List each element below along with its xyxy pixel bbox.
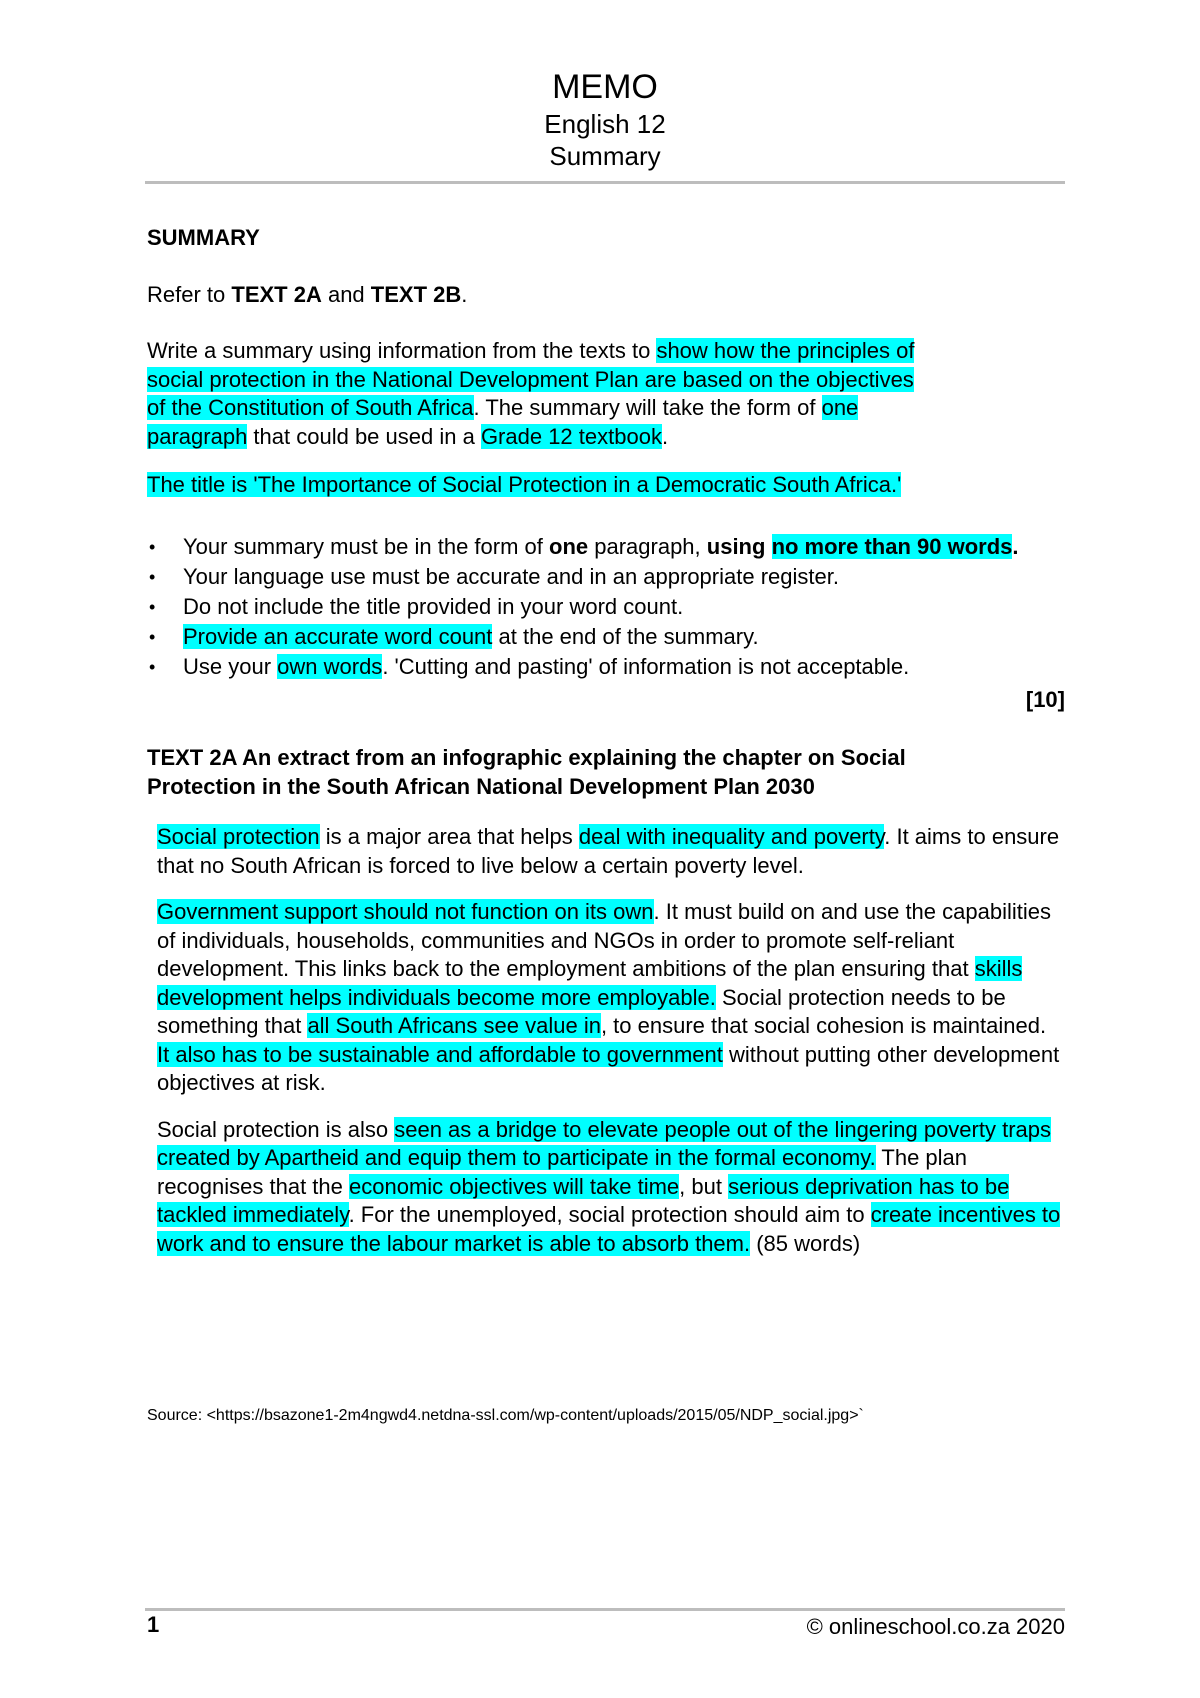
footer-divider — [145, 1608, 1065, 1611]
bullet-icon: • — [149, 566, 156, 587]
bullet-icon: • — [149, 656, 156, 677]
highlight: skills development helps individuals become more employable. — [157, 956, 1023, 1010]
highlight: The title is 'The Importance of Social Protection in a Democratic South Africa.' — [147, 472, 902, 497]
list-item: • Your language use must be accurate and in an appropriate register. — [147, 562, 1065, 592]
instruction-bullets — [147, 532, 1065, 682]
extract-paragraph: Government support should not function on its own. It must build on and use the capabilities of individuals, households, communities and NGOs in order to promote self-reliant development. This links back to the employment ambitions of the plan ensuring that skills development helps individuals become more employable. Social protection needs to be something that all South Africans see value in, to ensure that social cohesion is maintained. It also has to be sustainable and affordable to government without putting other development objectives at risk. — [157, 899, 1060, 1095]
document-subtitle: Summary — [549, 141, 661, 171]
text-2b-ref: TEXT 2B — [370, 281, 462, 307]
highlight: It also has to be sustainable and affordable to government — [157, 1041, 723, 1067]
highlight: economic objectives will take time — [349, 1173, 680, 1199]
highlight: one paragraph — [147, 395, 859, 449]
total-marks: [10] — [1025, 686, 1065, 712]
page-number: 1 — [147, 1612, 160, 1637]
list-item: • Do not include the title provided in your word count. — [147, 592, 1065, 622]
highlight: show how the principles of social protection in the National Development Plan are based on the objectives of the Constitution of South Africa — [147, 338, 915, 420]
text-2a-ref: TEXT 2A — [231, 281, 322, 307]
highlight: all South Africans see value in — [307, 1013, 601, 1038]
highlight: Provide an accurate word count — [183, 623, 493, 649]
highlight: own words — [277, 653, 383, 679]
highlight: Grade 12 textbook — [480, 423, 662, 449]
title-instruction — [147, 471, 1065, 500]
refer-line: Refer to TEXT 2A and TEXT 2B. — [147, 281, 468, 307]
list-item: • Your summary must be in the form of one paragraph, using no more than 90 words. — [147, 532, 1065, 562]
extract-paragraph: Social protection is also seen as a bridge to elevate people out of the lingering poverty traps created by Apartheid and equip them to participate in the formal economy. The plan recognises that the economic objectives will take time, but serious deprivation has to be tackled immediately. For the unemployed, social protection should aim to create incentives to work and to ensure the labour market is able to absorb them. (85 words) — [157, 1116, 1061, 1256]
memo-title: MEMO — [552, 68, 658, 106]
subject-title: English 12 — [544, 109, 666, 139]
source-citation: Source: <https://bsazone1-2m4ngwd4.netdna-ssl.com/wp-content/uploads/2015/05/NDP_social.jpg>` — [147, 1407, 864, 1424]
page-header — [145, 66, 1065, 172]
highlight: seen as a bridge to elevate people out of the lingering poverty traps created by Apartheid and equip them to participate in the formal economy. — [157, 1116, 1052, 1170]
highlight: deal with inequality and poverty — [578, 824, 885, 849]
highlight: Government support should not function on its own — [157, 899, 654, 924]
copyright-notice: © onlineschool.co.za 2020 — [806, 1614, 1065, 1639]
text-2a-heading: TEXT 2A An extract from an infographic explaining the chapter on Social Protection in the South African National Development Plan 2030 — [147, 745, 906, 799]
extract-box — [157, 823, 1062, 1258]
instruction-paragraph: Write a summary using information from the texts to show how the principles of social protection in the National Development Plan are based on the objectives of the Constitution of South Africa. The summary will take the form of one paragraph that could be used in a Grade 12 textbook. — [147, 338, 915, 449]
bullet-icon: • — [149, 536, 156, 557]
header-divider — [145, 181, 1065, 184]
extract-paragraph: Social protection is a major area that helps deal with inequality and poverty. It aims to ensure that no South African is forced to live below a certain poverty level. — [157, 824, 1060, 878]
section-heading: SUMMARY — [147, 225, 260, 250]
highlight: create incentives to work and to ensure the labour market is able to absorb them. — [157, 1202, 1061, 1256]
memo-body — [147, 224, 1065, 1276]
highlight: serious deprivation has to be tackled immediately — [157, 1173, 1010, 1227]
list-item: • Use your own words. 'Cutting and pasting' of information is not acceptable. — [147, 652, 1065, 682]
bullet-icon: • — [149, 626, 156, 647]
bullet-icon: • — [149, 596, 156, 617]
highlight: no more than 90 words — [771, 533, 1013, 559]
highlight: Social protection — [157, 824, 320, 849]
list-item: • Provide an accurate word count at the end of the summary. — [147, 622, 1065, 652]
